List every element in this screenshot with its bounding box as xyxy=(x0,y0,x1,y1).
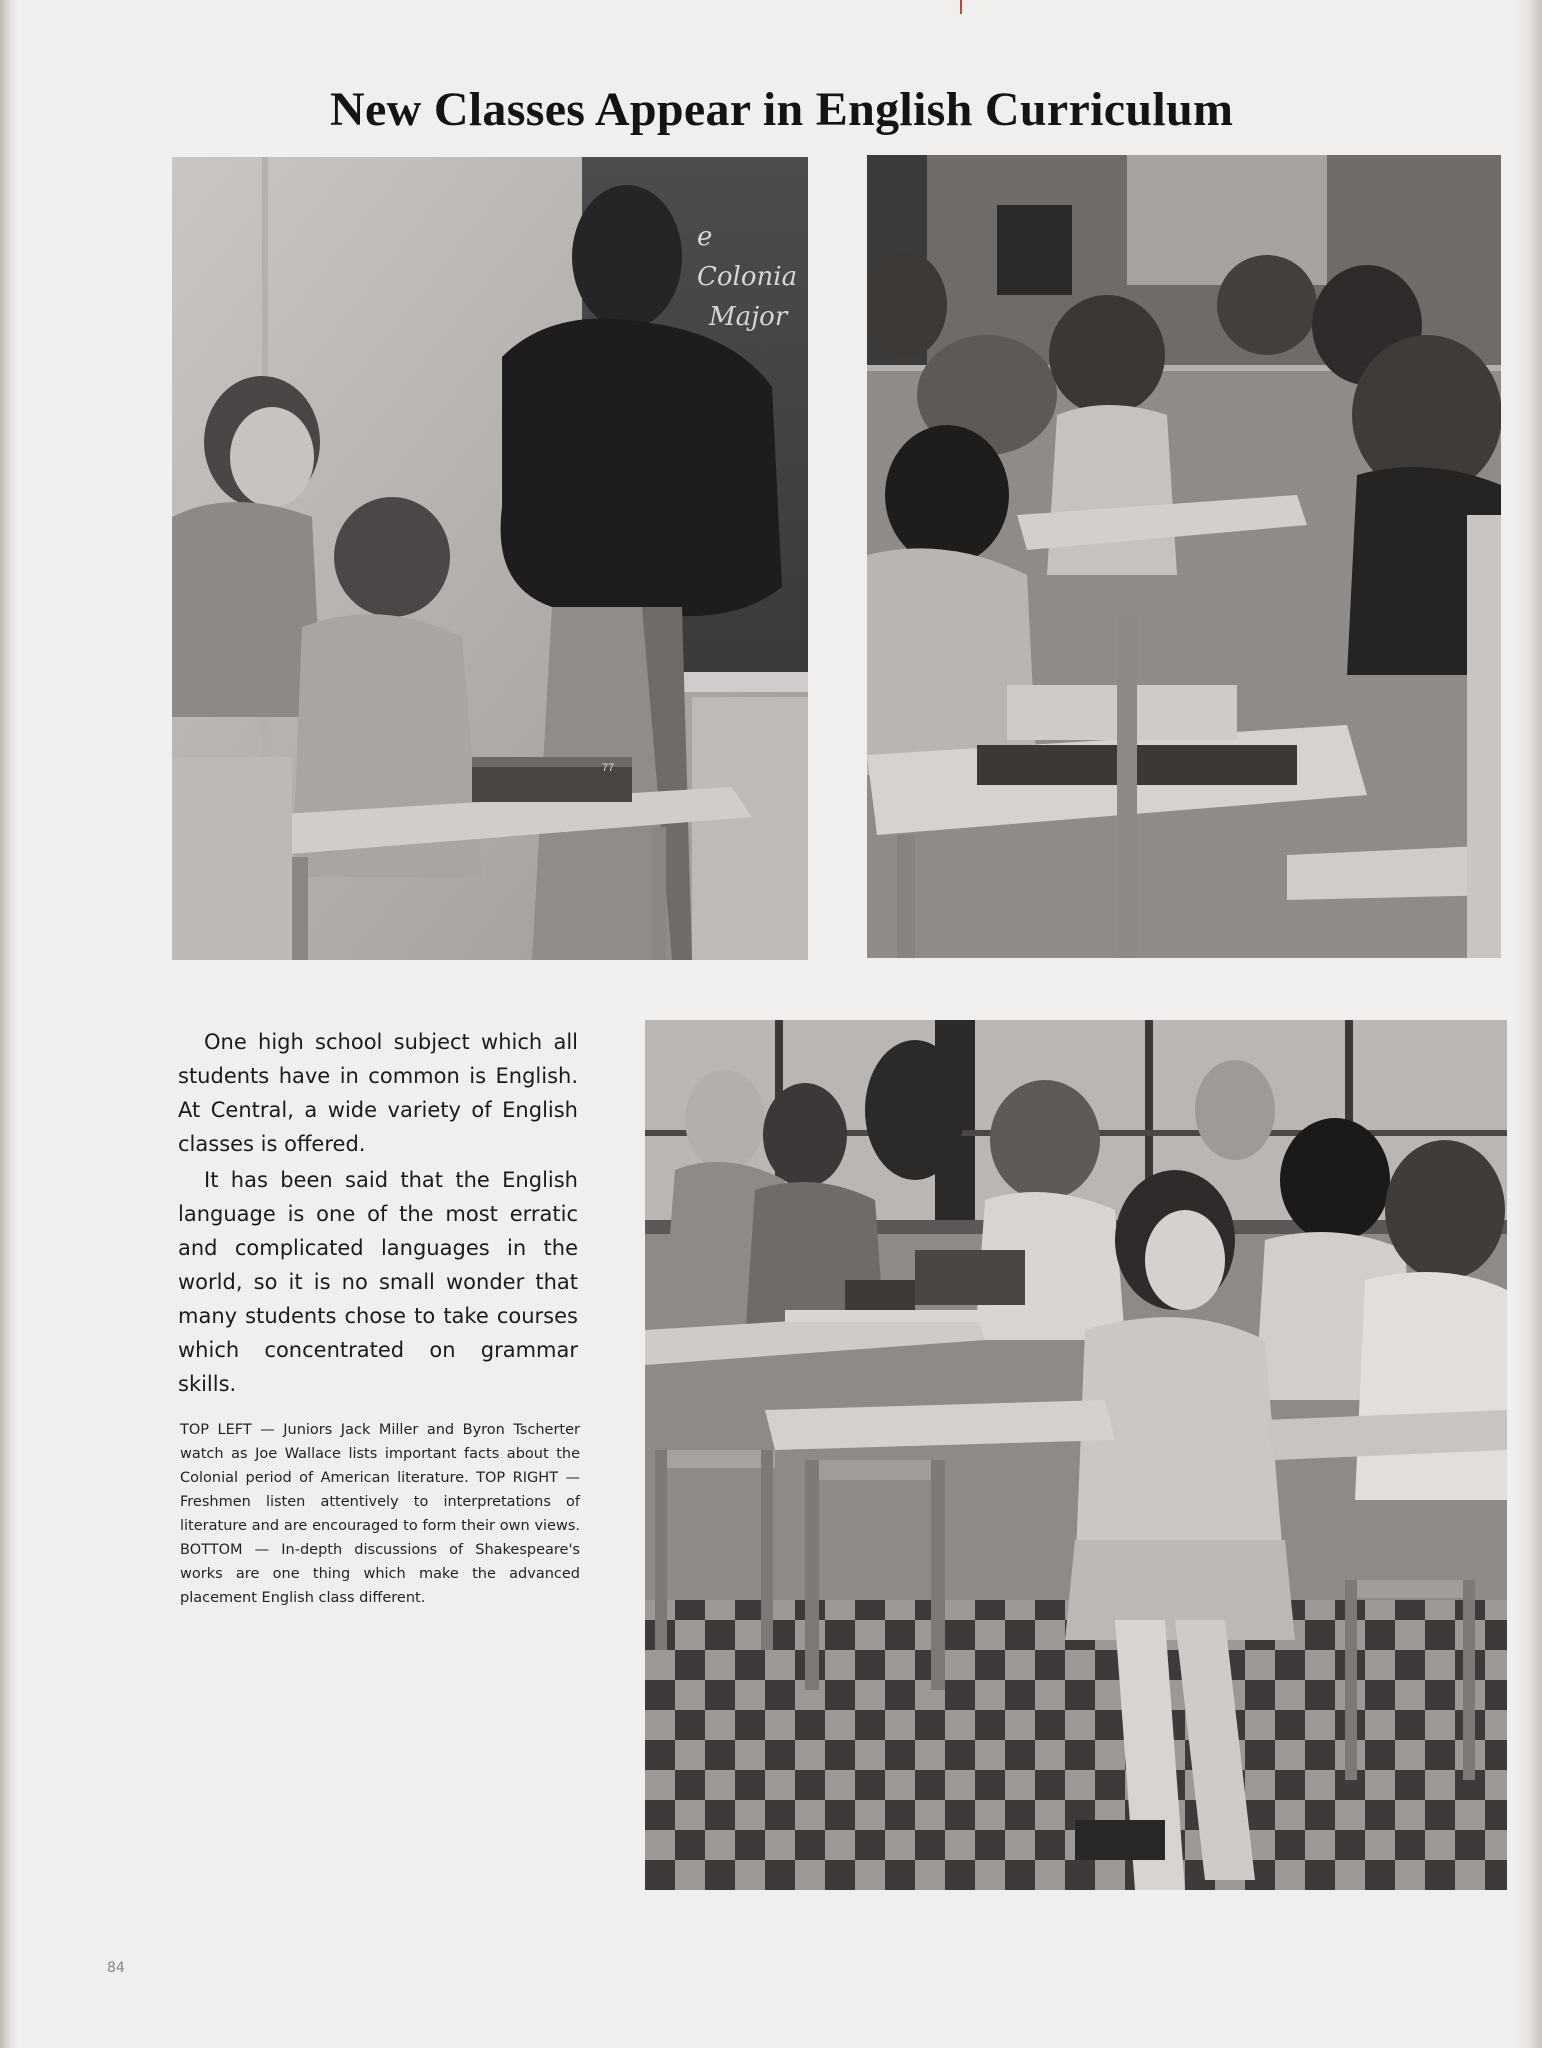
page-headline: New Classes Appear in English Curriculum xyxy=(330,83,1234,136)
photo-caption: TOP LEFT — Juniors Jack Miller and Byron Tscherter watch as Joe Wallace lists important facts about the Colonial period of American literature. TOP RIGHT — Freshmen listen attentively to interpretations of literature and are encouraged to form their own views. BOTTOM — In-depth discussions of Shakespeare's works are one thing which make the advanced placement English class different. xyxy=(180,1422,580,1606)
photo-bottom-advanced-placement-class xyxy=(645,1020,1507,1890)
chalkboard-writing: e Colonia Major xyxy=(697,222,798,332)
page-binding-shadow xyxy=(0,0,18,2048)
article-body xyxy=(178,1025,578,1403)
page-edge-shadow xyxy=(1512,0,1542,2048)
page-number: 84 xyxy=(107,1960,125,1976)
red-ink-mark xyxy=(960,0,962,14)
photo-top-right-classroom xyxy=(867,155,1501,958)
article-paragraph: One high school subject which all students have in common is English. At Central, a wide variety of English classes is offered. xyxy=(178,1030,578,1156)
article-paragraph: It has been said that the English language is one of the most erratic and complicated languages in the world, so it is no small wonder that many students chose to take courses which concentrated on grammar skills. xyxy=(178,1168,578,1396)
photo-top-left-chalkboard xyxy=(172,157,808,960)
book-spine-label: 77 xyxy=(602,762,615,774)
